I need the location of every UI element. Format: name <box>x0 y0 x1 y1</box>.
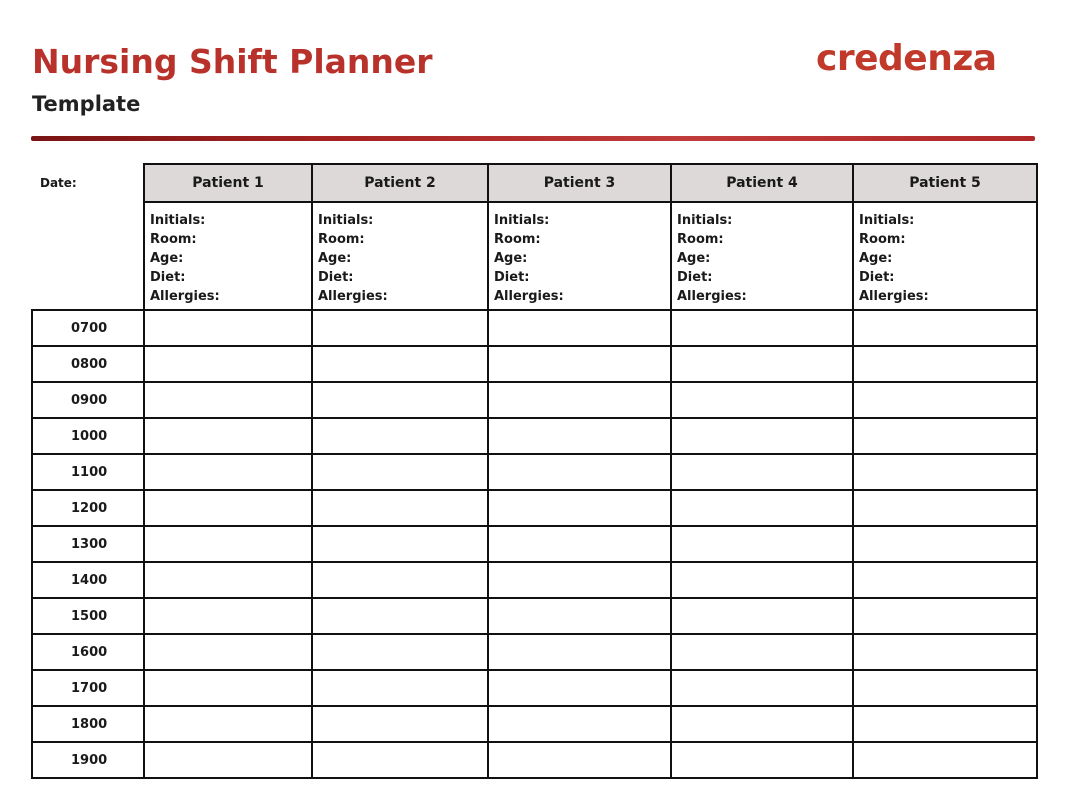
schedule-cell[interactable] <box>671 562 853 598</box>
time-label: 1700 <box>32 670 144 706</box>
header-divider <box>31 136 1035 141</box>
time-slot-row <box>32 526 1037 562</box>
schedule-cell[interactable] <box>488 598 671 634</box>
schedule-cell[interactable] <box>312 634 488 670</box>
info-field-label: Initials: <box>318 213 374 228</box>
time-label: 1500 <box>32 598 144 634</box>
schedule-cell[interactable] <box>488 490 671 526</box>
patient-header-row <box>32 164 1037 202</box>
info-field-label: Room: <box>318 232 365 247</box>
schedule-cell[interactable] <box>312 562 488 598</box>
schedule-cell[interactable] <box>144 598 312 634</box>
time-slot-row <box>32 562 1037 598</box>
schedule-cell[interactable] <box>144 670 312 706</box>
schedule-cell[interactable] <box>488 562 671 598</box>
schedule-cell[interactable] <box>312 454 488 490</box>
time-label: 0700 <box>32 310 144 346</box>
schedule-cell[interactable] <box>853 490 1037 526</box>
patient-header: Patient 4 <box>671 164 853 202</box>
schedule-cell[interactable] <box>144 526 312 562</box>
schedule-cell[interactable] <box>312 418 488 454</box>
info-field-label: Age: <box>318 251 352 266</box>
info-field-label: Diet: <box>677 270 713 285</box>
patient-header: Patient 1 <box>144 164 312 202</box>
time-slot-row <box>32 418 1037 454</box>
schedule-cell[interactable] <box>312 382 488 418</box>
schedule-cell[interactable] <box>312 310 488 346</box>
schedule-cell[interactable] <box>488 742 671 778</box>
page-title: Nursing Shift Planner <box>32 42 433 81</box>
schedule-cell[interactable] <box>671 526 853 562</box>
info-field-label: Initials: <box>677 213 733 228</box>
schedule-cell[interactable] <box>853 634 1037 670</box>
time-label: 1400 <box>32 562 144 598</box>
patient-header: Patient 3 <box>488 164 671 202</box>
schedule-cell[interactable] <box>853 454 1037 490</box>
time-slot-row <box>32 346 1037 382</box>
schedule-cell[interactable] <box>312 706 488 742</box>
schedule-cell[interactable] <box>488 670 671 706</box>
schedule-cell[interactable] <box>144 418 312 454</box>
schedule-cell[interactable] <box>312 490 488 526</box>
schedule-cell[interactable] <box>488 706 671 742</box>
patient-info-row <box>32 202 1037 310</box>
time-label: 1300 <box>32 526 144 562</box>
schedule-cell[interactable] <box>671 706 853 742</box>
schedule-cell[interactable] <box>853 382 1037 418</box>
time-slot-row <box>32 742 1037 778</box>
schedule-cell[interactable] <box>671 742 853 778</box>
info-field-label: Allergies: <box>150 289 220 304</box>
patient-info-cell[interactable] <box>488 202 671 310</box>
schedule-cell[interactable] <box>488 418 671 454</box>
time-label: 0800 <box>32 346 144 382</box>
info-field-label: Room: <box>494 232 541 247</box>
time-label: 1100 <box>32 454 144 490</box>
schedule-cell[interactable] <box>144 742 312 778</box>
schedule-cell[interactable] <box>144 382 312 418</box>
patient-info-cell[interactable] <box>853 202 1037 310</box>
info-field-label: Allergies: <box>677 289 747 304</box>
schedule-cell[interactable] <box>488 454 671 490</box>
info-field-label: Age: <box>150 251 184 266</box>
info-field-label: Age: <box>859 251 893 266</box>
time-label: 1800 <box>32 706 144 742</box>
schedule-cell[interactable] <box>853 706 1037 742</box>
schedule-cell[interactable] <box>488 526 671 562</box>
schedule-cell[interactable] <box>144 634 312 670</box>
info-field-label: Diet: <box>318 270 354 285</box>
info-field-label: Initials: <box>859 213 915 228</box>
schedule-cell[interactable] <box>671 382 853 418</box>
time-slot-row <box>32 382 1037 418</box>
schedule-cell[interactable] <box>312 526 488 562</box>
time-slot-row <box>32 454 1037 490</box>
time-slot-row <box>32 670 1037 706</box>
time-slot-row <box>32 490 1037 526</box>
patient-info-cell[interactable] <box>671 202 853 310</box>
schedule-cell[interactable] <box>144 490 312 526</box>
schedule-cell[interactable] <box>853 670 1037 706</box>
info-field-label: Initials: <box>494 213 550 228</box>
schedule-cell[interactable] <box>671 634 853 670</box>
credenza-logo: credenza <box>816 38 997 79</box>
schedule-cell[interactable] <box>488 310 671 346</box>
schedule-cell[interactable] <box>671 490 853 526</box>
time-label: 1600 <box>32 634 144 670</box>
schedule-cell[interactable] <box>853 742 1037 778</box>
shift-planner-table <box>31 163 1038 779</box>
time-label: 1000 <box>32 418 144 454</box>
schedule-cell[interactable] <box>488 346 671 382</box>
info-field-label: Allergies: <box>494 289 564 304</box>
info-field-label: Age: <box>494 251 528 266</box>
time-slot-row <box>32 706 1037 742</box>
page-subtitle: Template <box>32 92 141 116</box>
time-label: 1900 <box>32 742 144 778</box>
info-field-label: Age: <box>677 251 711 266</box>
patient-header: Patient 2 <box>312 164 488 202</box>
schedule-cell[interactable] <box>671 598 853 634</box>
info-field-label: Allergies: <box>859 289 929 304</box>
schedule-cell[interactable] <box>671 310 853 346</box>
info-field-label: Diet: <box>494 270 530 285</box>
time-label: 1200 <box>32 490 144 526</box>
date-label: Date: <box>40 176 77 190</box>
info-field-label: Room: <box>859 232 906 247</box>
blank-corner-cell <box>32 202 144 310</box>
info-field-label: Allergies: <box>318 289 388 304</box>
patient-info-cell[interactable] <box>144 202 312 310</box>
schedule-cell[interactable] <box>312 670 488 706</box>
schedule-cell[interactable] <box>144 310 312 346</box>
schedule-cell[interactable] <box>853 310 1037 346</box>
schedule-cell[interactable] <box>144 562 312 598</box>
info-field-label: Diet: <box>150 270 186 285</box>
schedule-cell[interactable] <box>312 346 488 382</box>
schedule-cell[interactable] <box>853 346 1037 382</box>
time-slot-row <box>32 310 1037 346</box>
schedule-cell[interactable] <box>853 418 1037 454</box>
schedule-cell[interactable] <box>671 454 853 490</box>
info-field-label: Room: <box>150 232 197 247</box>
schedule-cell[interactable] <box>144 346 312 382</box>
schedule-cell[interactable] <box>312 742 488 778</box>
schedule-cell[interactable] <box>488 382 671 418</box>
schedule-cell[interactable] <box>144 706 312 742</box>
time-label: 0900 <box>32 382 144 418</box>
patient-info-cell[interactable] <box>312 202 488 310</box>
time-slot-row <box>32 598 1037 634</box>
info-field-label: Initials: <box>150 213 206 228</box>
patient-header: Patient 5 <box>853 164 1037 202</box>
info-field-label: Diet: <box>859 270 895 285</box>
schedule-cell[interactable] <box>671 670 853 706</box>
schedule-cell[interactable] <box>671 418 853 454</box>
schedule-cell[interactable] <box>312 598 488 634</box>
schedule-cell[interactable] <box>144 454 312 490</box>
schedule-cell[interactable] <box>488 634 671 670</box>
schedule-cell[interactable] <box>853 562 1037 598</box>
info-field-label: Room: <box>677 232 724 247</box>
time-slot-row <box>32 634 1037 670</box>
schedule-cell[interactable] <box>853 526 1037 562</box>
schedule-cell[interactable] <box>853 598 1037 634</box>
schedule-cell[interactable] <box>671 346 853 382</box>
